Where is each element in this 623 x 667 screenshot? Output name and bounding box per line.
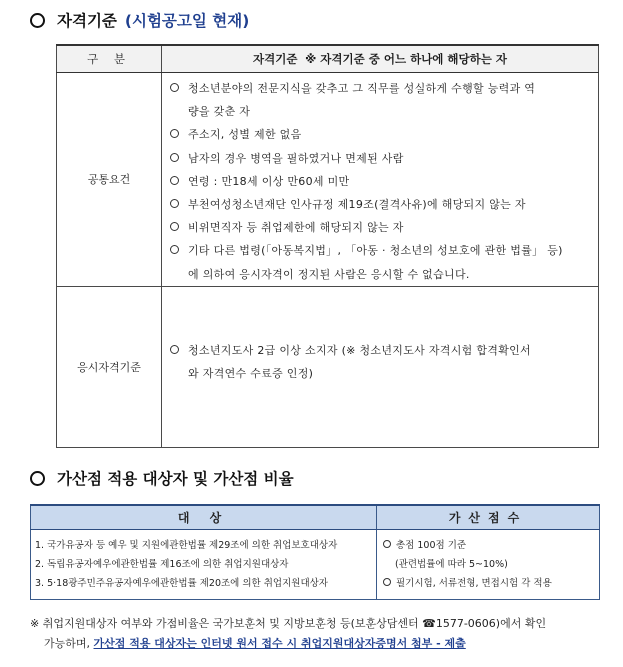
circle-bullet-icon xyxy=(170,129,179,138)
list-item: 3. 5·18광주민주유공자예우에관한법률 제20조에 의한 취업지원대상자 xyxy=(35,578,328,589)
table-header-row xyxy=(57,45,599,73)
header-qualification: 자격기준 ※ 자격기준 중 어느 하나에 해당하는 자 xyxy=(162,45,599,73)
section-title: 가산점 적용 대상자 및 가산점 비율 xyxy=(57,470,294,488)
circle-bullet-icon xyxy=(170,345,179,354)
table-row xyxy=(57,286,599,447)
circle-bullet-icon xyxy=(30,471,45,486)
footnote-line: 가능하며, 가산점 적용 대상자는 인터넷 원서 접수 시 취업지원대상자증명서 첨부 - 제출 xyxy=(44,637,466,650)
list-item: 주소지, 성별 제한 없음 xyxy=(170,123,590,146)
list-item: 필기시험, 서류전형, 면접시험 각 적용 xyxy=(383,574,593,593)
list-item: 청소년지도사 2급 이상 소지자 (※ 청소년지도사 자격시험 합격확인서 와 자격연수 수료증 인정) xyxy=(170,339,590,385)
emphasis-text: 가산점 적용 대상자는 인터넷 원서 접수 시 취업지원대상자증명서 첨부 - 제출 xyxy=(93,637,466,650)
target-cell xyxy=(31,530,377,600)
circle-bullet-icon xyxy=(30,13,45,28)
circle-bullet-icon xyxy=(383,540,391,548)
bonus-table xyxy=(30,504,600,600)
list-item: 비위면직자 등 취업제한에 해당되지 않는 자 xyxy=(170,216,590,239)
table-row xyxy=(57,73,599,287)
footnote-line: ※ 취업지원대상자 여부와 가점비율은 국가보훈처 및 지방보훈청 등(보훈상담센터 ☎1577-0606)에서 확인 xyxy=(30,617,547,630)
table-row xyxy=(31,530,600,600)
section-title: 자격기준 xyxy=(57,12,117,30)
list-item: 기타 다른 법령(「아동복지법」, 「아동 · 청소년의 성보호에 관한 법률」 등) 에 의하여 응시자격이 정지된 사람은 응시할 수 없습니다. xyxy=(170,239,590,285)
eligibility-cell xyxy=(162,286,599,447)
header-category: 구 분 xyxy=(57,45,162,73)
circle-bullet-icon xyxy=(170,199,179,208)
list-item: 청소년분야의 전문지식을 갖추고 그 직무를 성실하게 수행할 능력과 역 량을 갖춘 자 xyxy=(170,77,590,123)
header-points: 가산점수 xyxy=(377,505,600,530)
list-item: 1. 국가유공자 등 예우 및 지원에관한법률 제29조에 의한 취업보호대상자 xyxy=(35,540,338,551)
list-item: 총점 100점 기준 xyxy=(383,536,593,555)
list-item: 연령 : 만18세 이상 만60세 미만 xyxy=(170,170,590,193)
circle-bullet-icon xyxy=(170,153,179,162)
list-item: 남자의 경우 병역을 필하였거나 면제된 사람 xyxy=(170,147,590,170)
section-heading-bonus xyxy=(30,467,294,489)
header-target: 대 상 xyxy=(31,505,377,530)
common-requirements-cell xyxy=(162,73,599,287)
circle-bullet-icon xyxy=(170,222,179,231)
footnote xyxy=(30,614,546,654)
list-item: 부천여성청소년재단 인사규정 제19조(결격사유)에 해당되지 않는 자 xyxy=(170,193,590,216)
section-heading-qualifications xyxy=(30,9,249,31)
points-cell xyxy=(377,530,600,600)
circle-bullet-icon xyxy=(170,83,179,92)
circle-bullet-icon xyxy=(170,176,179,185)
list-item: 2. 독립유공자예우에관한법률 제16조에 의한 취업지원대상자 xyxy=(35,559,289,570)
section-subtitle: (시험공고일 현재) xyxy=(124,12,250,30)
qualification-table xyxy=(56,44,599,448)
circle-bullet-icon xyxy=(170,245,179,254)
row-label-common: 공통요건 xyxy=(57,73,162,287)
table-header-row xyxy=(31,505,600,530)
circle-bullet-icon xyxy=(383,578,391,586)
row-label-eligibility: 응시자격기준 xyxy=(57,286,162,447)
list-item: (관련법률에 따라 5~10%) xyxy=(395,559,508,570)
